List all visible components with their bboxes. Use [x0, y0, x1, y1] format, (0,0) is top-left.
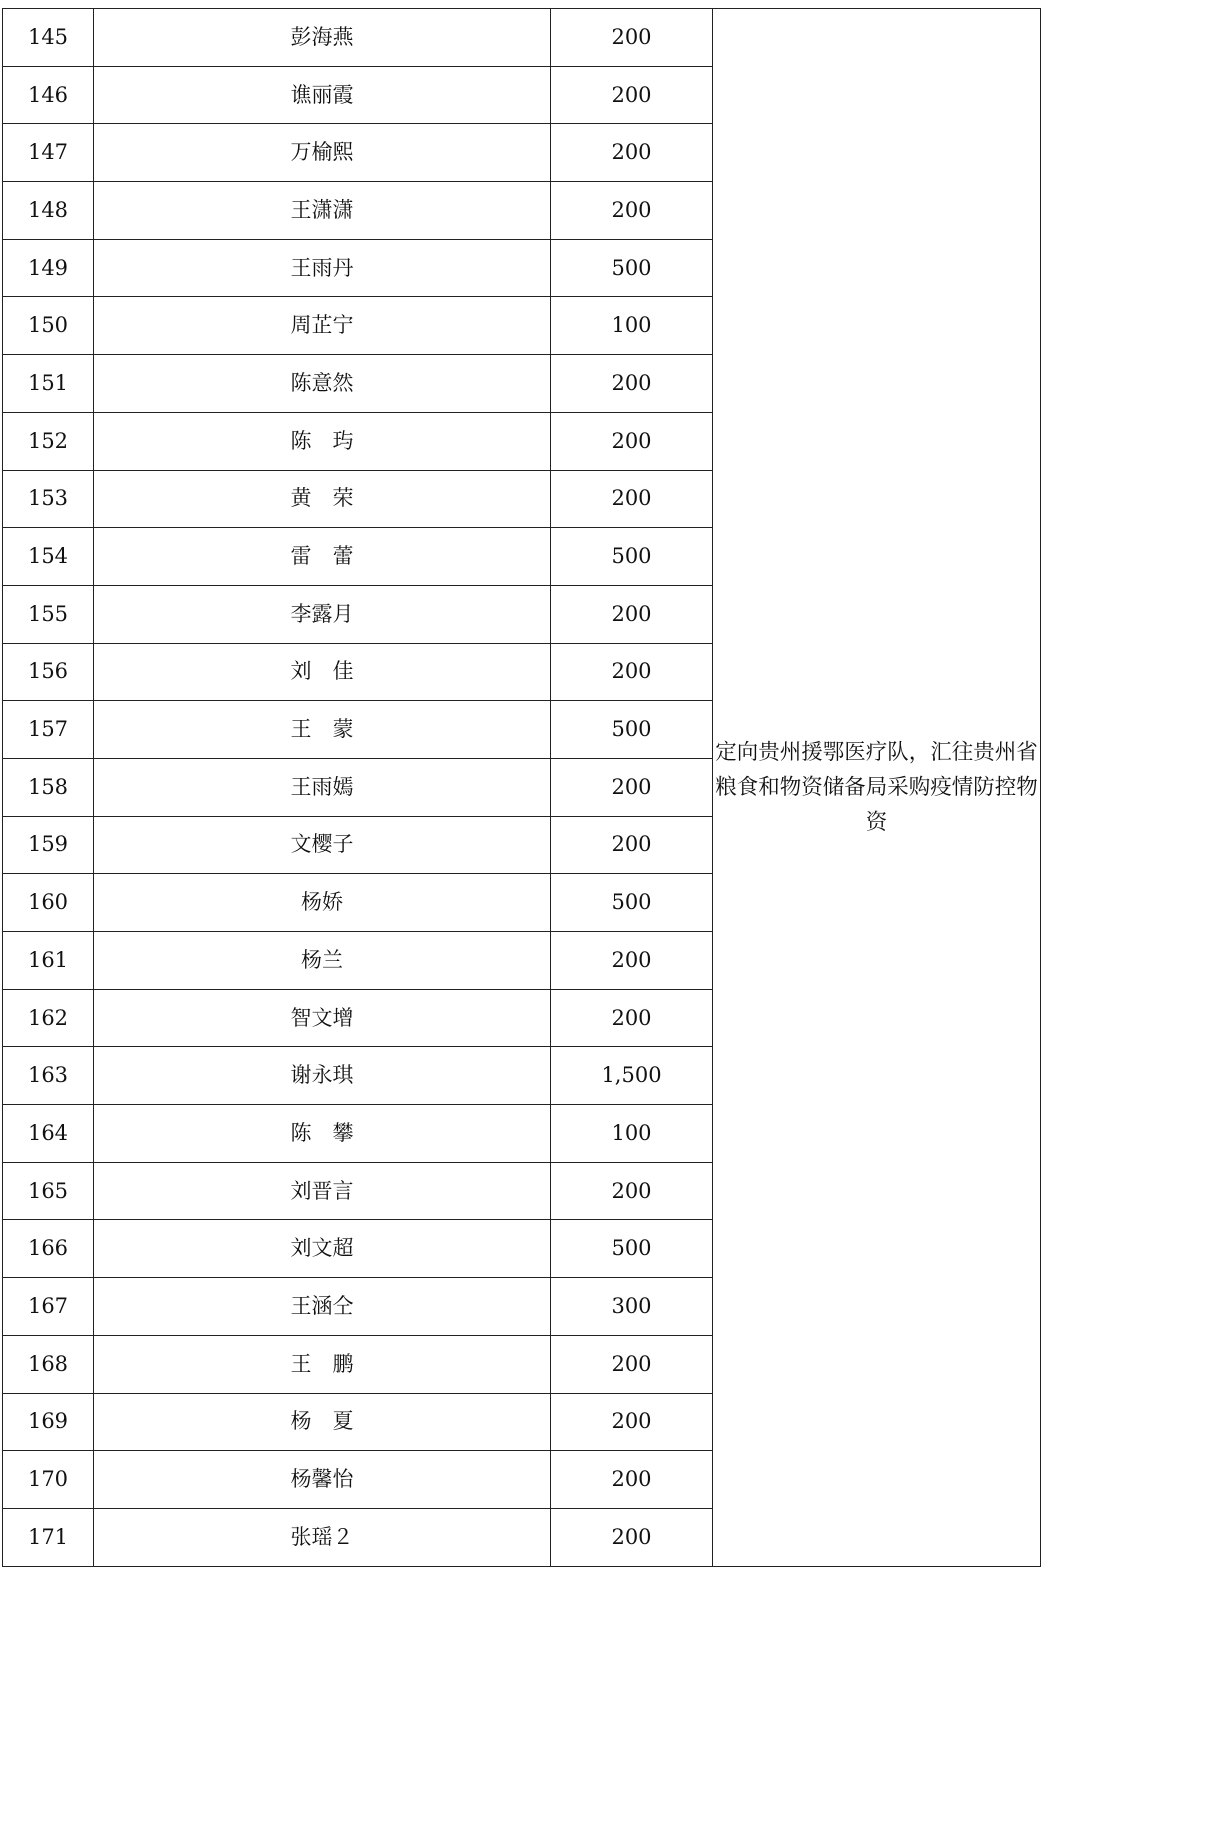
donation-amount: 500 [551, 239, 713, 297]
row-number: 156 [3, 643, 94, 701]
donation-amount: 500 [551, 1220, 713, 1278]
table-row [3, 9, 1041, 67]
row-number: 145 [3, 9, 94, 67]
donation-amount: 200 [551, 1393, 713, 1451]
donation-amount: 100 [551, 1105, 713, 1163]
donor-name: 杨 夏 [94, 1393, 551, 1451]
donation-amount: 200 [551, 989, 713, 1047]
row-number: 171 [3, 1508, 94, 1566]
donation-amount: 200 [551, 816, 713, 874]
donation-amount: 500 [551, 874, 713, 932]
donor-name: 王潇潇 [94, 182, 551, 240]
donor-name: 万榆熙 [94, 124, 551, 182]
row-number: 147 [3, 124, 94, 182]
row-number: 149 [3, 239, 94, 297]
row-number: 168 [3, 1335, 94, 1393]
donor-name: 陈意然 [94, 355, 551, 413]
donor-name: 刘文超 [94, 1220, 551, 1278]
donor-name: 杨娇 [94, 874, 551, 932]
donation-amount: 200 [551, 1162, 713, 1220]
donor-name: 王雨嫣 [94, 758, 551, 816]
row-number: 158 [3, 758, 94, 816]
row-number: 163 [3, 1047, 94, 1105]
donation-amount: 200 [551, 124, 713, 182]
donation-amount: 200 [551, 932, 713, 990]
donor-name: 文樱子 [94, 816, 551, 874]
donor-name: 刘晋言 [94, 1162, 551, 1220]
donation-amount: 200 [551, 1451, 713, 1509]
donation-amount: 200 [551, 355, 713, 413]
donor-name: 彭海燕 [94, 9, 551, 67]
row-number: 153 [3, 470, 94, 528]
row-number: 165 [3, 1162, 94, 1220]
donor-name: 杨馨怡 [94, 1451, 551, 1509]
donor-name: 谢永琪 [94, 1047, 551, 1105]
donation-amount: 200 [551, 585, 713, 643]
donation-purpose: 定向贵州援鄂医疗队，汇往贵州省粮食和物资储备局采购疫情防控物资 [713, 9, 1041, 1567]
donor-name: 李露月 [94, 585, 551, 643]
row-number: 151 [3, 355, 94, 413]
row-number: 164 [3, 1105, 94, 1163]
row-number: 170 [3, 1451, 94, 1509]
donation-amount: 200 [551, 1335, 713, 1393]
donor-name: 王 鹏 [94, 1335, 551, 1393]
donation-amount: 200 [551, 643, 713, 701]
donation-amount: 200 [551, 9, 713, 67]
donor-name: 陈 攀 [94, 1105, 551, 1163]
donation-amount: 200 [551, 182, 713, 240]
donor-name: 刘 佳 [94, 643, 551, 701]
donor-name: 王 蒙 [94, 701, 551, 759]
donation-amount: 1,500 [551, 1047, 713, 1105]
donation-amount: 300 [551, 1278, 713, 1336]
row-number: 166 [3, 1220, 94, 1278]
row-number: 169 [3, 1393, 94, 1451]
donor-name: 谯丽霞 [94, 66, 551, 124]
row-number: 159 [3, 816, 94, 874]
donation-amount: 200 [551, 66, 713, 124]
donor-name: 陈 玙 [94, 412, 551, 470]
donation-amount: 500 [551, 701, 713, 759]
donor-name: 智文增 [94, 989, 551, 1047]
donation-amount: 200 [551, 470, 713, 528]
donor-name: 杨兰 [94, 932, 551, 990]
donation-amount: 200 [551, 758, 713, 816]
row-number: 161 [3, 932, 94, 990]
row-number: 160 [3, 874, 94, 932]
donation-amount: 500 [551, 528, 713, 586]
row-number: 167 [3, 1278, 94, 1336]
donor-name: 张瑶２ [94, 1508, 551, 1566]
row-number: 154 [3, 528, 94, 586]
donor-name: 王雨丹 [94, 239, 551, 297]
donation-amount: 200 [551, 412, 713, 470]
donation-amount: 200 [551, 1508, 713, 1566]
donor-name: 雷 蕾 [94, 528, 551, 586]
donor-name: 王涵仝 [94, 1278, 551, 1336]
row-number: 150 [3, 297, 94, 355]
table-body [3, 9, 1041, 1567]
row-number: 157 [3, 701, 94, 759]
donor-name: 周芷宁 [94, 297, 551, 355]
row-number: 162 [3, 989, 94, 1047]
donation-table [2, 8, 1041, 1567]
donor-name: 黄 荣 [94, 470, 551, 528]
row-number: 148 [3, 182, 94, 240]
row-number: 146 [3, 66, 94, 124]
row-number: 155 [3, 585, 94, 643]
donation-amount: 100 [551, 297, 713, 355]
row-number: 152 [3, 412, 94, 470]
